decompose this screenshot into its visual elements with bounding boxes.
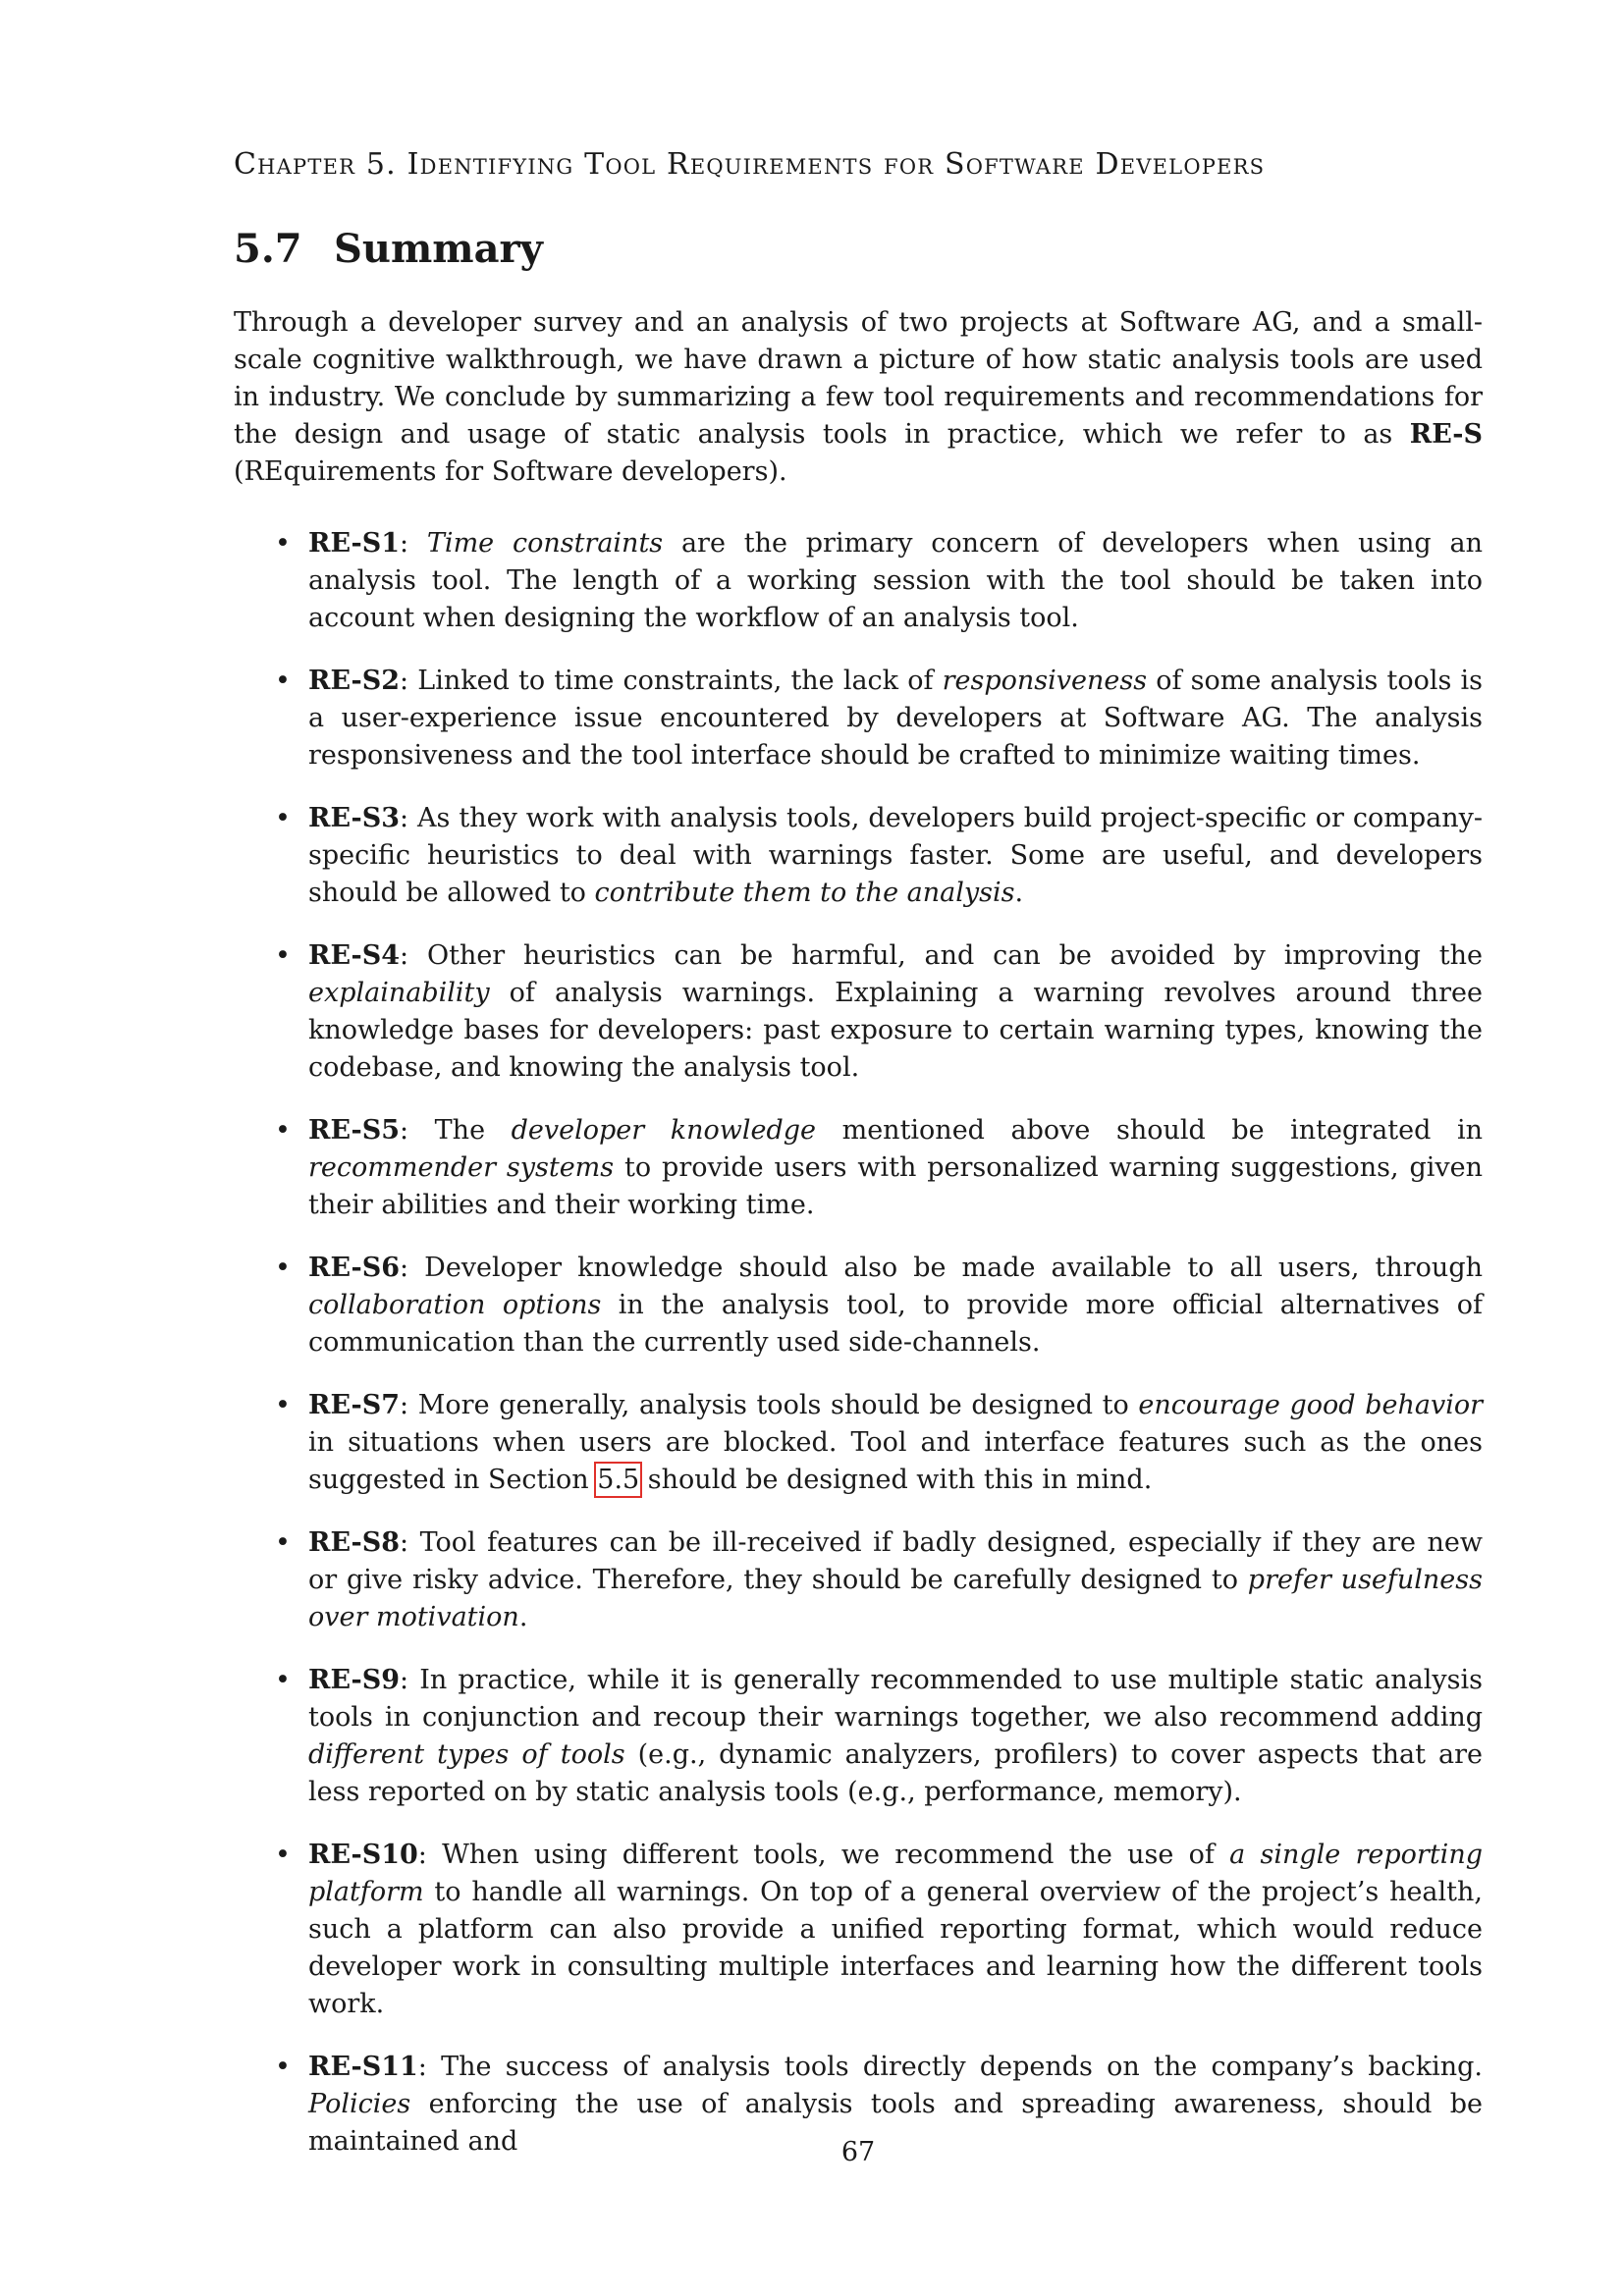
intro-paragraph: Through a developer survey and an analysis of two projects at Software AG, and a small-scale cognitive walkthrough, we have drawn a picture of how static analysis tools are used in industry. We conclude by summarizing a few tool requirements and recommendations for the design and usage of static analysis tools in practice, which we refer to as RE-S (REquirements for Software developers). <box>234 307 1483 487</box>
requirement-text: (e.g., dynamic analyzers, profilers) to cover aspects that are less reported on by static analysis tools (e.g., performance, memory). <box>308 1739 1483 1807</box>
requirement-id: RE-S1 <box>308 528 401 559</box>
requirement-text: in the analysis tool, to provide more official alternatives of communication than the currently used side-channels. <box>308 1290 1484 1358</box>
requirement-id: RE-S5 <box>308 1115 401 1146</box>
requirement-id: RE-S9 <box>308 1665 401 1695</box>
requirements-list <box>234 525 1483 2186</box>
requirement-item <box>234 937 1483 1087</box>
requirement-item <box>234 1112 1483 1224</box>
emphasis-text: responsiveness <box>942 666 1148 696</box>
res-term: RE-S <box>1409 419 1483 450</box>
requirement-text: mentioned above should be integrated in <box>816 1115 1484 1146</box>
requirement-id: RE-S2 <box>308 666 401 696</box>
bullet-icon: • <box>275 940 291 971</box>
requirement-text: : Other heuristics can be harmful, and can be avoided by improving the <box>400 940 1483 971</box>
section-title: Summary <box>334 226 543 272</box>
requirement-item <box>234 1524 1483 1636</box>
requirement-id: RE-S6 <box>308 1253 401 1283</box>
requirement-text: are the primary concern of developers when using an analysis tool. The length of a working session with the tool should be taken into account when designing the workflow of an analysis tool. <box>308 528 1483 633</box>
bullet-icon: • <box>275 1527 291 1558</box>
requirement-item <box>234 1662 1483 1811</box>
requirement-text: of some analysis tools is a user-experience issue encountered by developers at Software AG. The analysis responsiveness and the tool interface should be crafted to minimize waiting times. <box>308 666 1483 771</box>
requirement-text: : Linked to time constraints, the lack of <box>400 666 943 696</box>
emphasis-text: collaboration options <box>308 1290 602 1320</box>
requirement-id: RE-S8 <box>308 1527 401 1558</box>
requirement-id: RE-S3 <box>308 803 401 833</box>
emphasis-text: developer knowledge <box>511 1115 817 1146</box>
section-reference-link[interactable]: 5.5 <box>597 1465 640 1495</box>
requirement-text: in situations when users are blocked. Tool and interface features such as the ones suggested in Section <box>308 1427 1483 1495</box>
emphasis-text: a single reporting platform <box>308 1840 1483 1907</box>
requirement-id: RE-S7 <box>308 1390 401 1420</box>
emphasis-text: contribute them to the analysis <box>594 878 1015 908</box>
requirement-text: : More generally, analysis tools should be designed to <box>400 1390 1139 1420</box>
requirement-text: to provide users with personalized warning suggestions, given their abilities and their working time. <box>308 1152 1483 1220</box>
requirement-item <box>234 1837 1483 2023</box>
requirement-item <box>234 525 1483 637</box>
requirement-text: . <box>1014 878 1024 908</box>
requirement-text: : The success of analysis tools directly depends on the company’s backing. <box>417 2052 1483 2082</box>
bullet-icon: • <box>275 1665 291 1695</box>
bullet-icon: • <box>275 1390 291 1420</box>
emphasis-text: explainability <box>308 978 490 1008</box>
bullet-icon: • <box>275 803 291 833</box>
section-heading <box>234 226 543 272</box>
page-number: 67 <box>840 2137 876 2167</box>
section-number: 5.7 <box>234 226 302 272</box>
requirement-item <box>234 1387 1483 1499</box>
bullet-icon: • <box>275 666 291 696</box>
requirement-id: RE-S11 <box>308 2052 418 2082</box>
requirement-text: . <box>518 1602 528 1632</box>
bullet-icon: • <box>275 1840 291 1870</box>
requirement-item <box>234 663 1483 774</box>
requirement-text: : Tool features can be ill-received if badly designed, especially if they are new or give risky advice. Therefore, they should be carefully designed to <box>308 1527 1483 1595</box>
emphasis-text: different types of tools <box>308 1739 625 1770</box>
requirement-text: to handle all warnings. On top of a general overview of the project’s health, such a platform can also provide a unified reporting format, which would reduce developer work in consulting multiple interfaces and learning how the different tools work. <box>308 1877 1483 2019</box>
requirement-text: : As they work with analysis tools, developers build project-specific or company-specific heuristics to deal with warnings faster. Some are useful, and developers should be allowed to <box>308 803 1483 908</box>
bullet-icon: • <box>275 528 291 559</box>
requirement-text: of analysis warnings. Explaining a warning revolves around three knowledge bases for developers: past exposure to certain warning types, knowing the codebase, and knowing the analysis tool. <box>308 978 1483 1083</box>
emphasis-text: Policies <box>308 2089 411 2119</box>
requirement-item <box>234 1250 1483 1362</box>
emphasis-text: recommender systems <box>308 1152 615 1183</box>
requirement-text: : <box>400 528 427 559</box>
requirement-id: RE-S10 <box>308 1840 418 1870</box>
bullet-icon: • <box>275 1115 291 1146</box>
running-header: Chapter 5. Identifying Tool Requirements for Software Developers <box>234 147 1266 182</box>
emphasis-text: Time constraints <box>426 528 664 559</box>
bullet-icon: • <box>275 2052 291 2082</box>
requirement-text: : The <box>400 1115 512 1146</box>
emphasis-text: prefer usefulness over motivation <box>308 1565 1484 1632</box>
requirement-text: : When using different tools, we recommend the use of <box>417 1840 1230 1870</box>
requirement-text: : In practice, while it is generally recommended to use multiple static analysis tools in conjunction and recoup their warnings together, we also recommend adding <box>308 1665 1483 1733</box>
requirement-text: enforcing the use of analysis tools and spreading awareness, should be maintained and <box>308 2089 1483 2157</box>
requirement-id: RE-S4 <box>308 940 401 971</box>
requirement-item <box>234 800 1483 912</box>
bullet-icon: • <box>275 1253 291 1283</box>
emphasis-text: encourage good behavior <box>1138 1390 1483 1420</box>
requirement-text: should be designed with this in mind. <box>639 1465 1153 1495</box>
requirement-text: : Developer knowledge should also be made available to all users, through <box>400 1253 1483 1283</box>
